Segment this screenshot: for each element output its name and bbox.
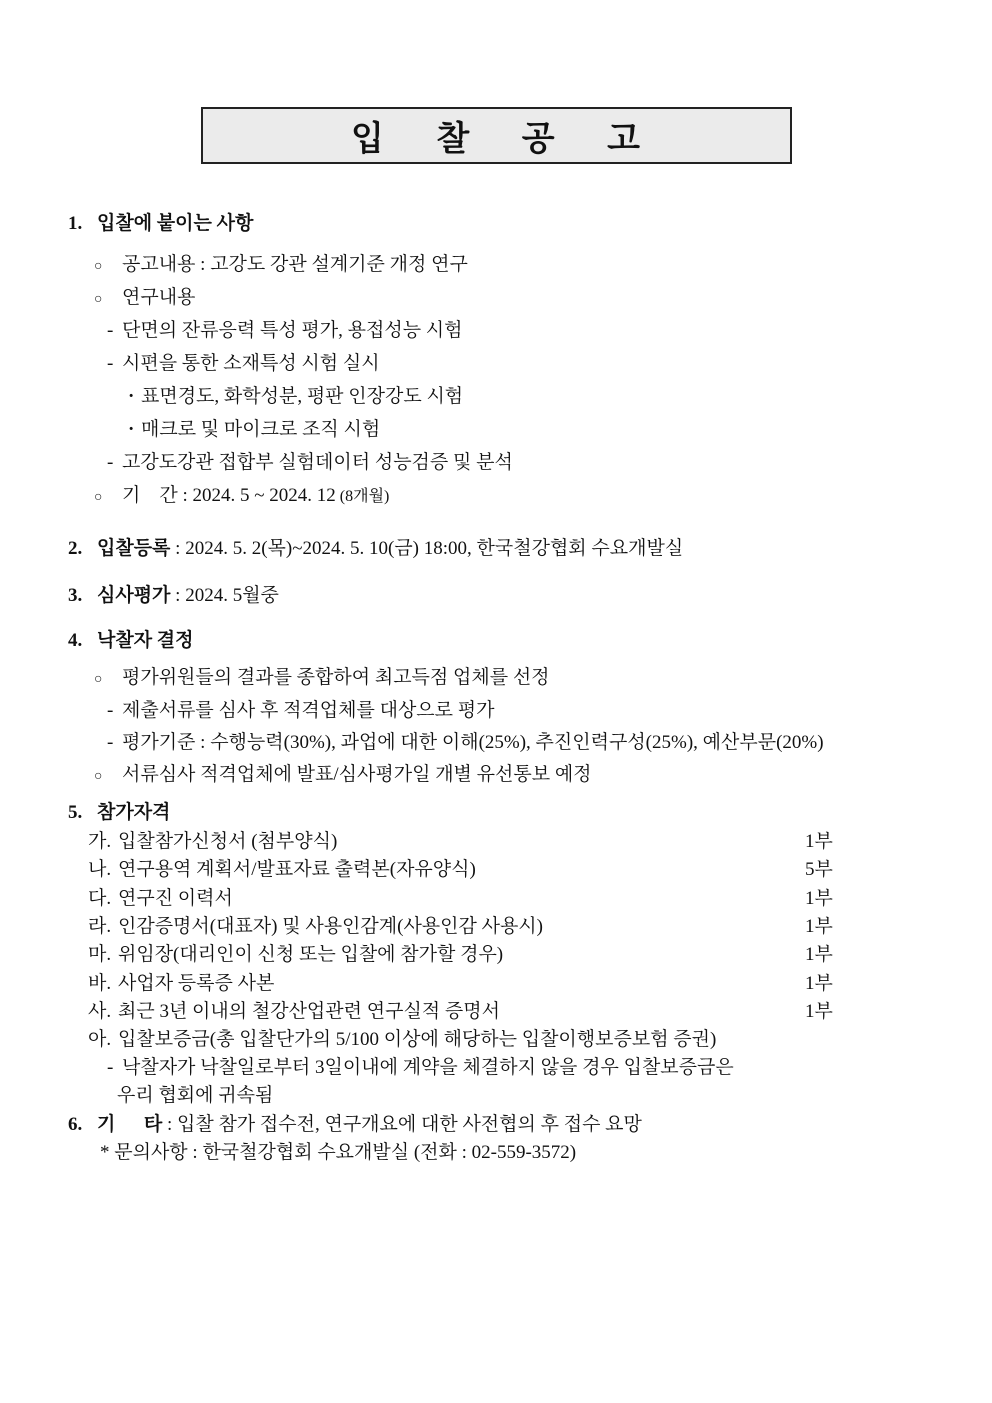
line-text: 서류심사 적격업체에 발표/심사평가일 개별 유선통보 예정 xyxy=(122,764,592,785)
dash-bullet: - xyxy=(107,452,114,473)
registration-period: : 2024. 5. 2(목)~2024. 5. 10(금) 18:00, 한국철강협회 수요개발실 xyxy=(170,538,684,559)
section-number: 2. xyxy=(68,538,83,559)
document-list-item xyxy=(0,971,992,999)
copy-count: 1부 xyxy=(805,831,833,852)
line-text: 공고내용 : 고강도 강관 설계기준 개정 연구 xyxy=(122,254,468,275)
document-list-item xyxy=(0,829,992,857)
item-label: 아. xyxy=(88,1029,112,1050)
item-text: 최근 3년 이내의 철강산업관련 연구실적 증명서 xyxy=(118,1001,500,1022)
research-item xyxy=(0,351,992,379)
period-line xyxy=(0,483,992,511)
line-text: 시편을 통한 소재특성 시험 실시 xyxy=(122,353,380,374)
document-list-item xyxy=(0,942,992,970)
line-text: 평가위원들의 결과를 종합하여 최고득점 업체를 선정 xyxy=(122,667,550,688)
line-text: 제출서류를 심사 후 적격업체를 대상으로 평가 xyxy=(122,700,495,721)
item-label: 바. xyxy=(88,973,112,994)
section-number: 3. xyxy=(68,585,83,606)
selection-line xyxy=(0,665,992,693)
title-box xyxy=(201,107,792,164)
section-heading-text: 기 타 xyxy=(97,1114,163,1135)
section-heading-text: 입찰등록 xyxy=(97,538,171,559)
section-number: 1. xyxy=(68,213,83,234)
item-label: 사. xyxy=(88,1001,112,1022)
dash-bullet: - xyxy=(107,353,114,374)
line-text: 연구내용 xyxy=(122,287,196,308)
section-heading-text: 심사평가 xyxy=(97,585,171,606)
dot-bullet: · xyxy=(128,386,135,407)
research-item xyxy=(0,318,992,346)
copy-count: 1부 xyxy=(805,1001,833,1022)
section-3-heading xyxy=(0,583,992,611)
circle-bullet: ○ xyxy=(94,490,103,505)
section-heading-text: 참가자격 xyxy=(97,802,171,823)
item-text: 위임장(대리인이 신청 또는 입찰에 참가할 경우) xyxy=(118,944,504,965)
period-duration: (8개월) xyxy=(335,488,390,505)
line-text: 매크로 및 마이크로 조직 시험 xyxy=(141,419,381,440)
section-5-heading xyxy=(0,800,992,828)
section-number: 5. xyxy=(68,802,83,823)
line-text: 기 간 : 2024. 5 ~ 2024. 12 xyxy=(122,485,336,506)
misc-text: : 입찰 참가 접수전, 연구개요에 대한 사전협의 후 접수 요망 xyxy=(162,1114,642,1135)
section-number: 6. xyxy=(68,1114,83,1135)
research-item xyxy=(0,450,992,478)
line-text: 우리 협회에 귀속됨 xyxy=(117,1085,274,1106)
item-text: 연구진 이력서 xyxy=(118,888,233,909)
section-6-heading xyxy=(0,1112,992,1140)
selection-subitem xyxy=(0,698,992,726)
research-subitem xyxy=(0,417,992,445)
document-list-item xyxy=(0,999,992,1027)
dash-bullet: - xyxy=(107,1057,114,1078)
deposit-note-line xyxy=(0,1055,992,1083)
section-4-heading xyxy=(0,628,992,656)
item-text: 입찰참가신청서 (첨부양식) xyxy=(118,831,338,852)
contact-line xyxy=(0,1140,992,1168)
line-text: 단면의 잔류응력 특성 평가, 용접성능 시험 xyxy=(122,320,463,341)
notice-content-line xyxy=(0,252,992,280)
line-text: 표면경도, 화학성분, 평판 인장강도 시험 xyxy=(141,386,464,407)
line-text: 낙찰자가 낙찰일로부터 3일이내에 계약을 체결하지 않을 경우 입찰보증금은 xyxy=(122,1057,734,1078)
dash-bullet: - xyxy=(107,732,114,753)
circle-bullet: ○ xyxy=(94,259,103,274)
item-label: 다. xyxy=(88,888,112,909)
notification-line xyxy=(0,762,992,790)
section-number: 4. xyxy=(68,630,83,651)
item-text: 사업자 등록증 사본 xyxy=(118,973,275,994)
dash-bullet: - xyxy=(107,320,114,341)
evaluation-date: : 2024. 5월중 xyxy=(170,585,279,606)
item-text: 인감증명서(대표자) 및 사용인감계(사용인감 사용시) xyxy=(118,916,543,937)
item-text: 연구용역 계획서/발표자료 출력본(자유양식) xyxy=(118,859,476,880)
item-label: 마. xyxy=(88,944,112,965)
deposit-note-continuation xyxy=(0,1083,992,1111)
section-heading-text: 낙찰자 결정 xyxy=(97,630,194,651)
circle-bullet: ○ xyxy=(94,769,103,784)
circle-bullet: ○ xyxy=(94,292,103,307)
document-list-item xyxy=(0,1027,992,1055)
item-label: 나. xyxy=(88,859,112,880)
dash-bullet: - xyxy=(107,700,114,721)
dot-bullet: · xyxy=(128,419,135,440)
copy-count: 1부 xyxy=(805,973,833,994)
section-2-heading xyxy=(0,536,992,564)
circle-bullet: ○ xyxy=(94,672,103,687)
section-heading-text: 입찰에 붙이는 사항 xyxy=(97,213,254,234)
item-text: 입찰보증금(총 입찰단가의 5/100 이상에 해당하는 입찰이행보증보험 증권) xyxy=(118,1029,717,1050)
section-1-heading xyxy=(0,211,992,239)
line-text: 고강도강관 접합부 실험데이터 성능검증 및 분석 xyxy=(122,452,513,473)
research-subitem xyxy=(0,384,992,412)
item-label: 가. xyxy=(88,831,112,852)
copy-count: 1부 xyxy=(805,888,833,909)
copy-count: 5부 xyxy=(805,859,833,880)
page-title: 입 찰 공 고 xyxy=(351,121,642,158)
document-list-item xyxy=(0,886,992,914)
document-list-item xyxy=(0,857,992,885)
research-content-line xyxy=(0,285,992,313)
copy-count: 1부 xyxy=(805,916,833,937)
item-label: 라. xyxy=(88,916,112,937)
contact-text: * 문의사항 : 한국철강협회 수요개발실 (전화 : 02-559-3572) xyxy=(100,1142,577,1163)
line-text: 평가기준 : 수행능력(30%), 과업에 대한 이해(25%), 추진인력구성(25%), 예산부문(20%) xyxy=(122,732,824,753)
copy-count: 1부 xyxy=(805,944,833,965)
evaluation-criteria-line xyxy=(0,730,992,758)
document-list-item xyxy=(0,914,992,942)
